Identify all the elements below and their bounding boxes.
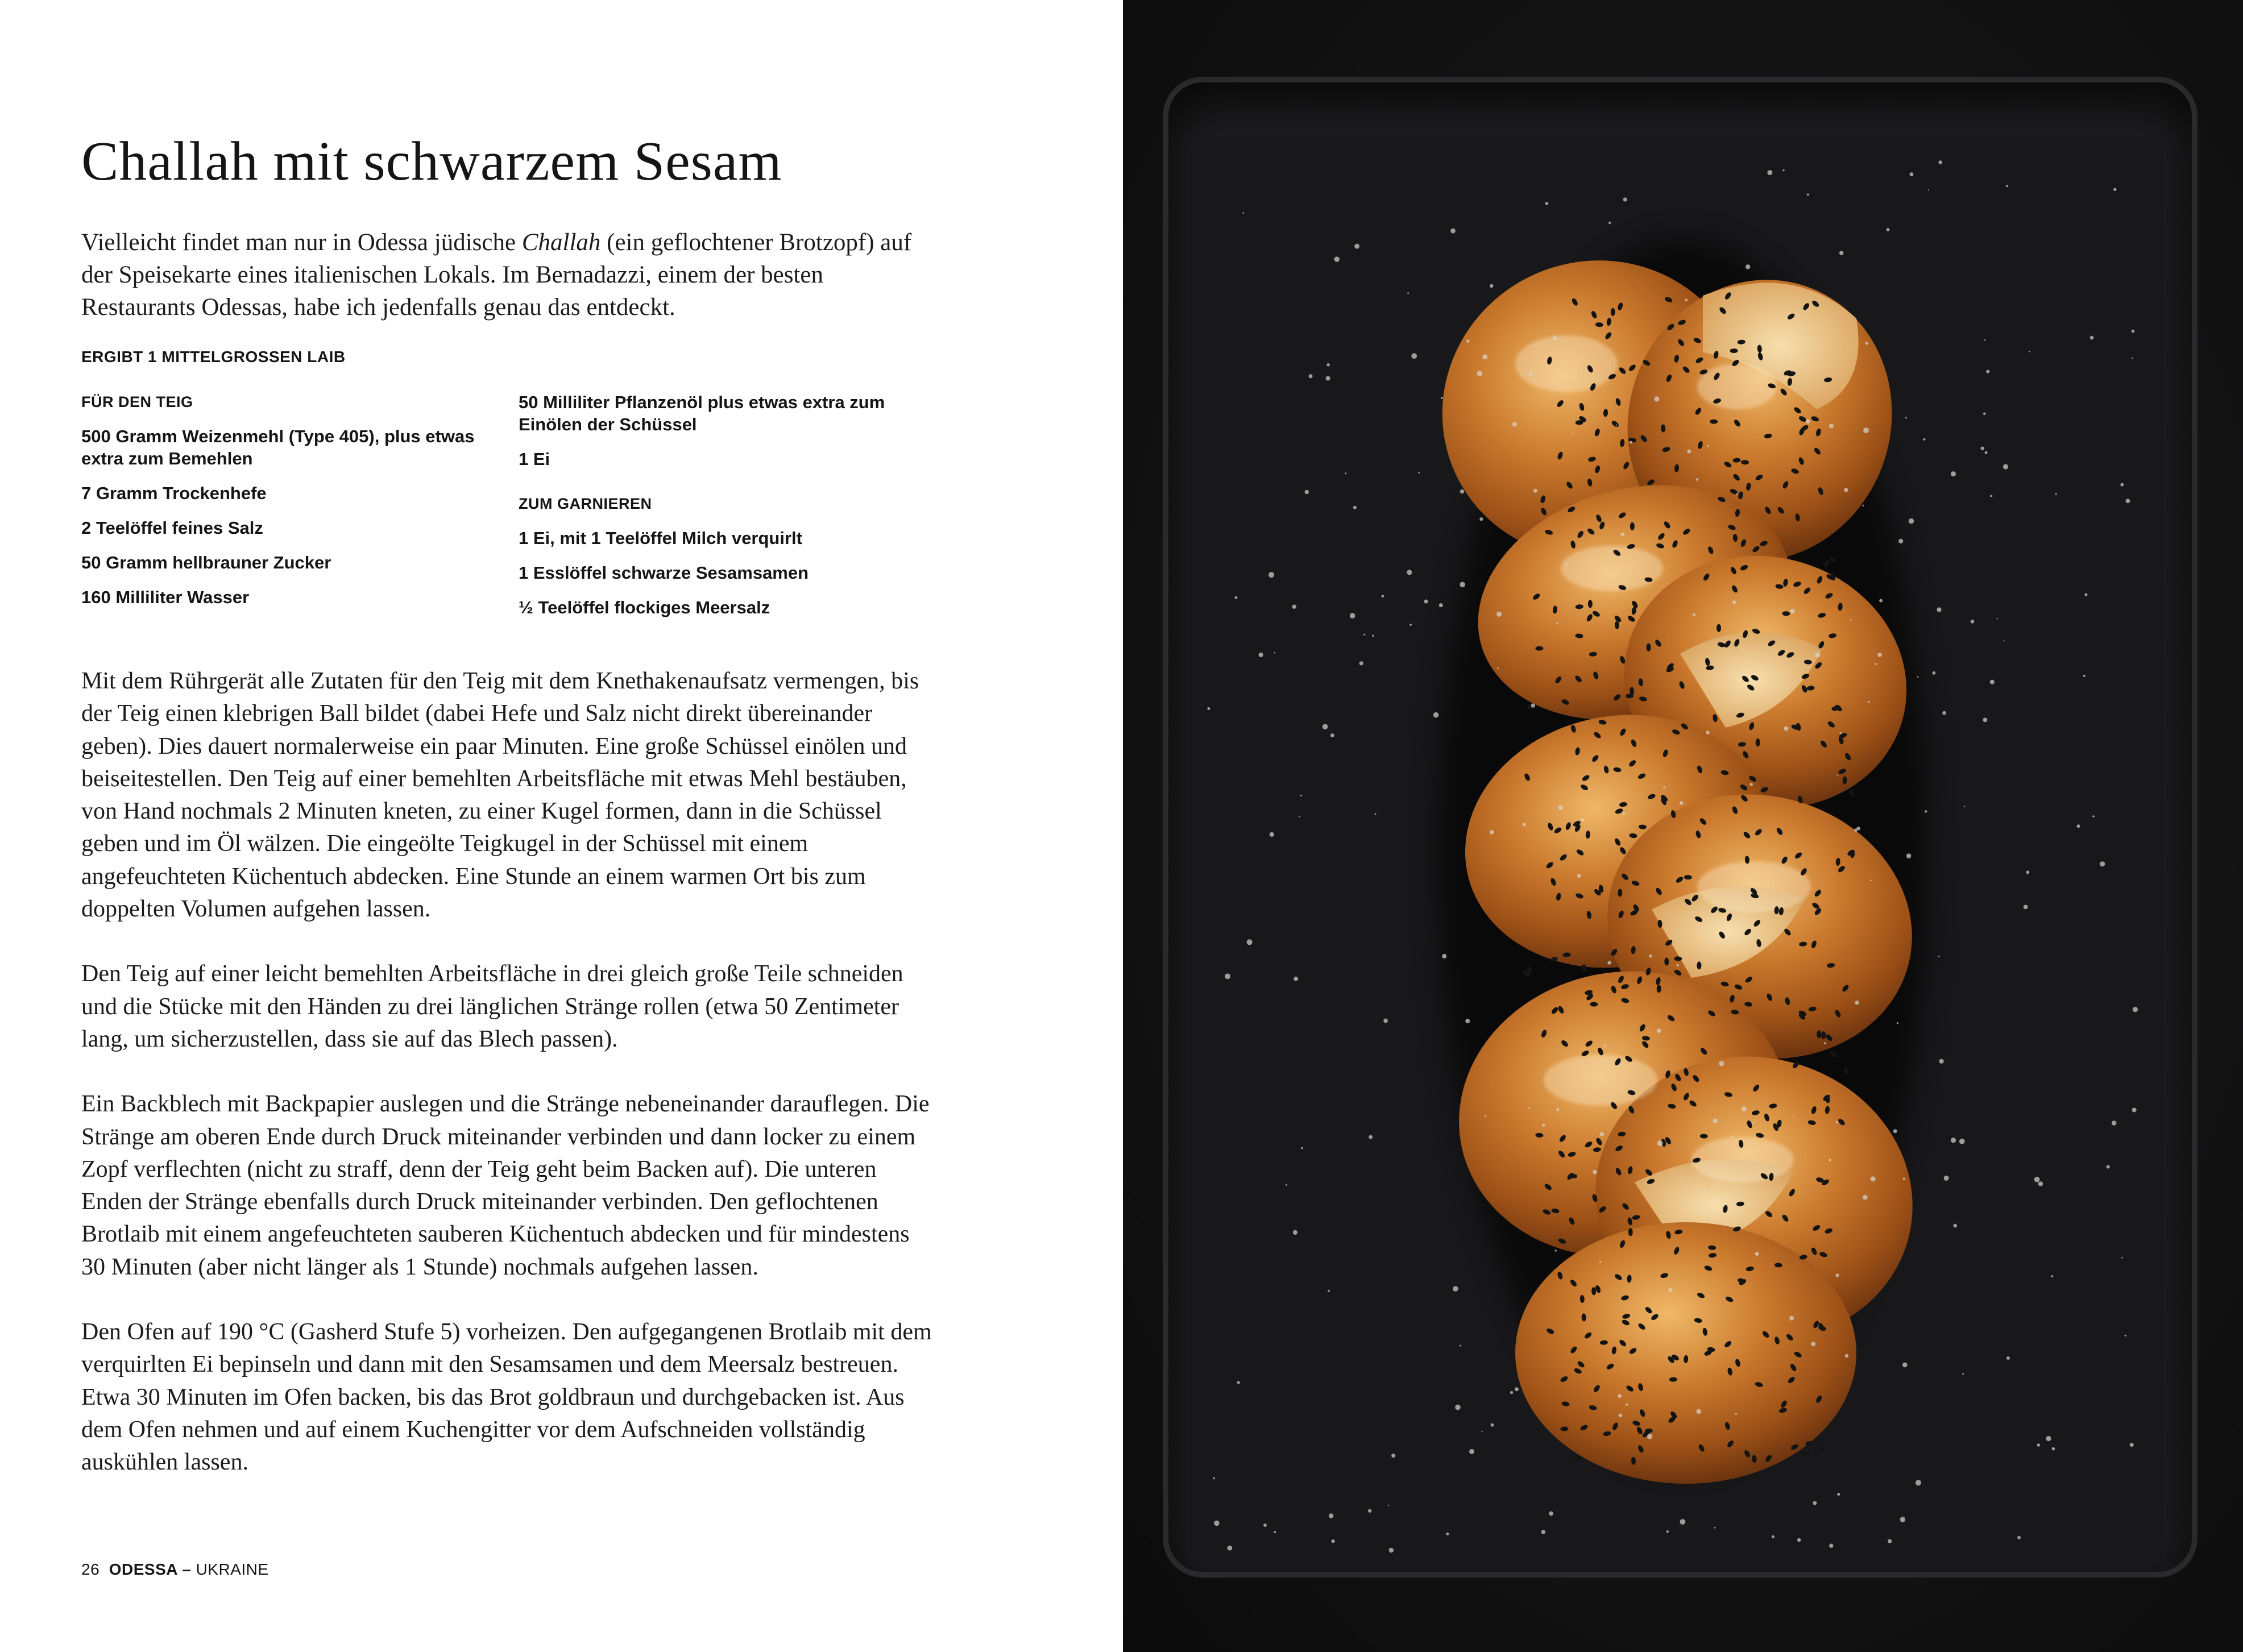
ingredient-item: 500 Gramm Weizenmehl (Type 405), plus etwas extra zum Bemehlen	[81, 426, 475, 468]
ingredient-item: 1 Ei, mit 1 Teelöffel Milch verquirlt	[519, 528, 802, 548]
method-step: Ein Backblech mit Backpapier auslegen und die Stränge nebeneinander darauflegen. Die Stränge am oberen Ende durch Druck miteinander verbinden und dann locker zu einem Zopf verflechten (nicht zu straff, denn der Teig geht beim Backen auf). Die unteren Enden der Stränge ebenfalls durch Druck miteinander verbinden. Den geflochtenen Brotlaib mit einem angefeuchteten sauberen Küchentuch abdecken und für mindestens 30 Minuten (aber nicht länger als 1 Stunde) nochmals aufgehen lassen.	[81, 1091, 930, 1280]
footer-separator: –	[177, 1560, 196, 1578]
ingredient-item: 1 Esslöffel schwarze Sesamsamen	[519, 563, 809, 583]
ingredient-item: 50 Milliliter Pflanzenöl plus etwas extra zum Einölen der Schüssel	[519, 392, 885, 434]
ingredient-item: 50 Gramm hellbrauner Zucker	[81, 553, 331, 572]
ingredient-item: 7 Gramm Trockenhefe	[81, 483, 267, 503]
recipe-method	[81, 665, 934, 1512]
intro-text-end: (ein geflochtener Brotzopf) auf der Speisekarte eines italienischen Lokals. Im Bernadazzi, einem der besten Restaurants Odessas, habe ich jedenfalls genau das entdeckt.	[81, 229, 912, 321]
page-footer	[81, 1560, 269, 1579]
ingredient-item: 160 Milliliter Wasser	[81, 587, 250, 607]
bread-photo	[1123, 0, 2243, 1652]
intro-text-start: Vielleicht findet man nur in Odessa jüdische	[81, 229, 522, 256]
method-step: Mit dem Rührgerät alle Zutaten für den Teig mit dem Knethakenaufsatz vermengen, bis der Teig einen klebrigen Ball bildet (dabei Hefe und Salz nicht direkt übereinander geben). Dies dauert normalerweise ein paar Minuten. Eine große Schüssel einölen und beiseitestellen. Den Teig auf einer bemehlten Arbeitsfläche mit etwas Mehl bestäuben, von Hand nochmals 2 Minuten kneten, zu einer Kugel formen, dann in die Schüssel geben und im Öl wälzen. Die eingeölte Teigkugel in der Schüssel mit einem angefeuchteten Küchentuch abdecken. Eine Stunde an einem warmen Ort bis zum doppelten Volumen aufgehen lassen.	[81, 668, 919, 923]
ingredients-column-2	[519, 391, 928, 631]
ingredients-column-1	[81, 391, 479, 621]
garnish-heading: ZUM GARNIEREN	[519, 495, 652, 512]
dough-heading: FÜR DEN TEIG	[81, 393, 193, 410]
page-number: 26	[81, 1560, 100, 1578]
method-step: Den Teig auf einer leicht bemehlten Arbeitsfläche in drei gleich große Teile schneiden und die Stücke mit den Händen zu drei länglichen Stränge rollen (etwa 50 Zentimeter lang, um sicherzustellen, dass sie auf das Blech passen).	[81, 961, 903, 1052]
method-step: Den Ofen auf 190 °C (Gasherd Stufe 5) vorheizen. Den aufgegangenen Brotlaib mit dem verquirlten Ei bepinseln und dann mit den Sesamsamen und dem Meersalz bestreuen. Etwa 30 Minuten im Ofen backen, bis das Brot goldbraun und durchgebacken ist. Aus dem Ofen nehmen und auf einem Kuchengitter vor dem Aufschneiden vollständig auskühlen lassen.	[81, 1319, 932, 1476]
footer-city: ODESSA	[109, 1560, 177, 1578]
ingredient-item: 2 Teelöffel feines Salz	[81, 518, 263, 538]
ingredient-item: ½ Teelöffel flockiges Meersalz	[519, 597, 770, 617]
intro-italic-word: Challah	[521, 229, 601, 256]
ingredient-item: 1 Ei	[519, 449, 550, 469]
recipe-yield: ERGIBT 1 MITTELGROSSEN LAIB	[81, 348, 346, 366]
recipe-intro	[81, 226, 928, 323]
challah-bread-image	[1123, 0, 2243, 1652]
footer-country: UKRAINE	[196, 1560, 269, 1578]
recipe-title: Challah mit schwarzem Sesam	[81, 131, 782, 192]
